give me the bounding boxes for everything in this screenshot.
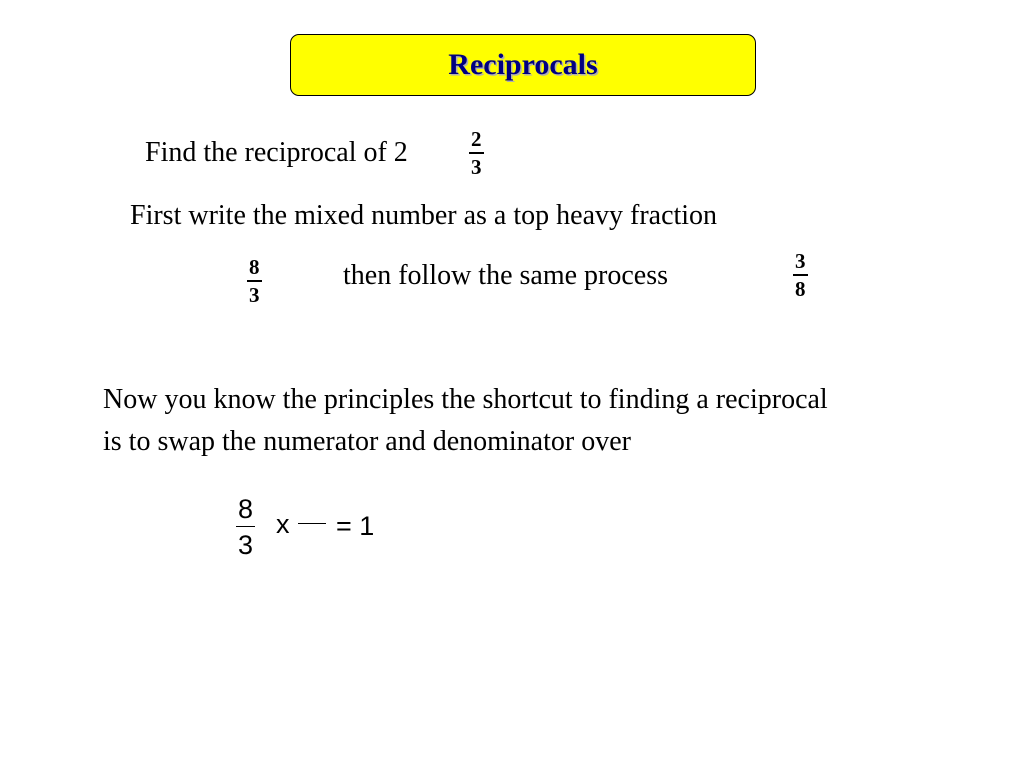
- fraction-denominator: 3: [471, 155, 482, 179]
- fraction-numerator: 3: [793, 251, 808, 276]
- shortcut-text-line1: Now you know the principles the shortcut to finding a reciprocal: [103, 384, 828, 415]
- shortcut-text-line2: is to swap the numerator and denominator over: [103, 426, 631, 457]
- mixed-number-fraction: [469, 129, 484, 178]
- slide-title: Reciprocals: [448, 48, 598, 81]
- top-heavy-fraction: [247, 257, 262, 306]
- equation-fraction: [236, 496, 255, 559]
- fraction-numerator: 2: [469, 129, 484, 154]
- fraction-denominator: 3: [249, 283, 260, 307]
- title-banner: [290, 34, 756, 96]
- find-reciprocal-text: Find the reciprocal of 2: [145, 137, 408, 168]
- reciprocal-fraction: [793, 251, 808, 300]
- fraction-numerator: 8: [236, 496, 255, 527]
- multiply-operator: x: [276, 509, 290, 539]
- blank-fraction-bar: [298, 523, 326, 524]
- fraction-numerator: 8: [247, 257, 262, 282]
- fraction-denominator: 8: [795, 277, 806, 301]
- same-process-text: then follow the same process: [343, 260, 669, 291]
- equation-result: = 1: [336, 511, 375, 541]
- top-heavy-instruction: First write the mixed number as a top heavy fraction: [130, 200, 718, 231]
- fraction-denominator: 3: [238, 530, 254, 560]
